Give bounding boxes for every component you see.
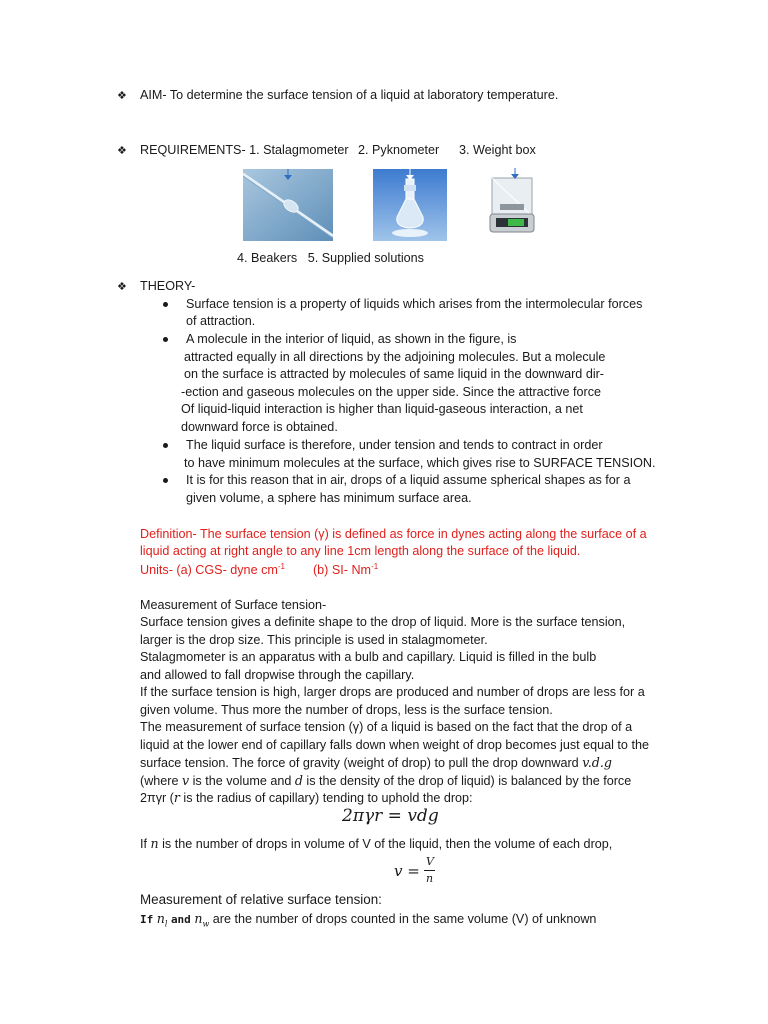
measurement-line: Stalagmometer is an apparatus with a bulb and capillary. Liquid is filled in the bulb	[140, 650, 597, 664]
equation-drop-volume-lhs: v =	[394, 862, 420, 880]
measurement-line: If the surface tension is high, larger drops are produced and number of drops are less for a	[140, 685, 645, 699]
units-si: (b) SI- Nm	[312, 563, 372, 577]
force-text: is the radius of capillary) tending to uphold the drop:	[179, 791, 473, 805]
equation-surface-tension: 2πγr = vdg	[342, 806, 439, 826]
and-word: and	[170, 913, 191, 926]
measurement-line: and allowed to fall dropwise through the capillary.	[140, 668, 415, 682]
theory-line: The liquid surface is therefore, under tension and tends to contract in order	[186, 438, 603, 452]
requirement-weight-box: 3. Weight box	[459, 143, 536, 157]
relative-line	[140, 911, 596, 929]
drops-text: If	[140, 837, 151, 851]
gravity-text: surface tension. The force of gravity (weight of drop) to pull the drop downward	[140, 756, 583, 770]
units-si-exponent: -1	[371, 562, 379, 571]
theory-line: attracted equally in all directions by the adjoining molecules. But a molecule	[184, 350, 606, 364]
bullet-diamond-icon: ❖	[117, 280, 127, 293]
stalagmometer-image	[243, 169, 333, 241]
fraction-bar	[424, 870, 435, 871]
pyknometer-image	[373, 169, 447, 241]
n-w-base: n	[194, 911, 203, 926]
measurement-line: The measurement of surface tension (γ) of a liquid is based on the fact that the drop of a	[140, 720, 633, 734]
bullet-diamond-icon: ❖	[117, 144, 127, 157]
volume-symbol: v	[182, 773, 190, 788]
units-line	[140, 562, 378, 577]
density-symbol: d	[294, 773, 303, 788]
where-text: (where	[140, 774, 182, 788]
measurement-line	[140, 836, 612, 851]
theory-line: to have minimum molecules at the surface, which gives rise to SURFACE TENSION.	[184, 456, 656, 470]
force-text: (	[166, 791, 174, 805]
equation-drop-volume-denominator: n	[426, 872, 434, 885]
measurement-line	[140, 790, 473, 805]
bullet-dot-icon	[163, 337, 168, 342]
n-w-subscript: w	[202, 919, 210, 929]
theory-line: Surface tension is a property of liquids which arises from the intermolecular forces	[186, 297, 643, 311]
bullet-dot-icon	[163, 443, 168, 448]
where-text: is the volume and	[189, 774, 295, 788]
equation-drop-volume-numerator: V	[426, 855, 434, 868]
measurement-line: liquid at the lower end of capillary falls down when weight of drop becomes just equal to the	[140, 738, 649, 752]
drops-text: is the number of drops in volume of V of the liquid, then the volume of each drop,	[158, 837, 613, 851]
measurement-line: Surface tension gives a definite shape to the drop of liquid. More is the surface tension,	[140, 615, 626, 629]
measurement-line: given volume. Thus more the number of drops, less is the surface tension.	[140, 703, 553, 717]
force-formula: 2πγr	[140, 791, 167, 805]
requirements-label: REQUIREMENTS- 1. Stalagmometer	[140, 143, 349, 157]
radius-symbol: r	[173, 790, 180, 805]
requirements-rest: 4. Beakers 5. Supplied solutions	[237, 251, 424, 265]
theory-heading: THEORY-	[140, 279, 196, 293]
relative-heading: Measurement of relative surface tension:	[140, 892, 382, 907]
measurement-line	[140, 773, 631, 788]
theory-line: A molecule in the interior of liquid, as shown in the figure, is	[186, 332, 517, 346]
requirement-pyknometer: 2. Pyknometer	[358, 143, 440, 157]
theory-line: given volume, a sphere has minimum surface area.	[186, 491, 472, 505]
definition-line: Definition- The surface tension (γ) is defined as force in dynes acting along the surface of a	[140, 527, 647, 541]
bullet-dot-icon	[163, 478, 168, 483]
weight-box-image	[486, 168, 538, 242]
bullet-dot-icon	[163, 302, 168, 307]
theory-line: on the surface is attracted by molecules of same liquid in the downward dir-	[184, 367, 605, 381]
gravity-formula: v.d.g	[582, 755, 612, 770]
theory-line: It is for this reason that in air, drops of a liquid assume spherical shapes as for a	[186, 473, 631, 487]
theory-line: Of liquid-liquid interaction is higher than liquid-gaseous interaction, a net	[181, 402, 583, 416]
aim-text: AIM- To determine the surface tension of a liquid at laboratory temperature.	[140, 88, 559, 102]
bullet-diamond-icon: ❖	[117, 89, 127, 102]
theory-line: -ection and gaseous molecules on the upper side. Since the attractive force	[181, 385, 602, 399]
units-cgs: Units- (a) CGS- dyne cm	[140, 563, 278, 577]
measurement-line: larger is the drop size. This principle is used in stalagmometer.	[140, 633, 488, 647]
n-l-symbol	[156, 911, 168, 929]
n-l-subscript: l	[164, 919, 168, 929]
measurement-line	[140, 755, 612, 770]
where-text: is the density of the drop of liquid) is balanced by the force	[302, 774, 632, 788]
if-word: If	[140, 913, 154, 926]
relative-text: are the number of drops counted in the same volume (V) of unknown	[212, 912, 597, 926]
n-w-symbol	[194, 911, 210, 929]
units-cgs-exponent: -1	[277, 562, 285, 571]
theory-line: of attraction.	[186, 314, 256, 328]
n-l-base: n	[156, 911, 165, 926]
definition-line: liquid acting at right angle to any line 1cm length along the surface of the liquid.	[140, 544, 581, 558]
measurement-heading: Measurement of Surface tension-	[140, 598, 327, 612]
theory-line: downward force is obtained.	[181, 420, 338, 434]
drops-symbol: n	[150, 836, 159, 851]
